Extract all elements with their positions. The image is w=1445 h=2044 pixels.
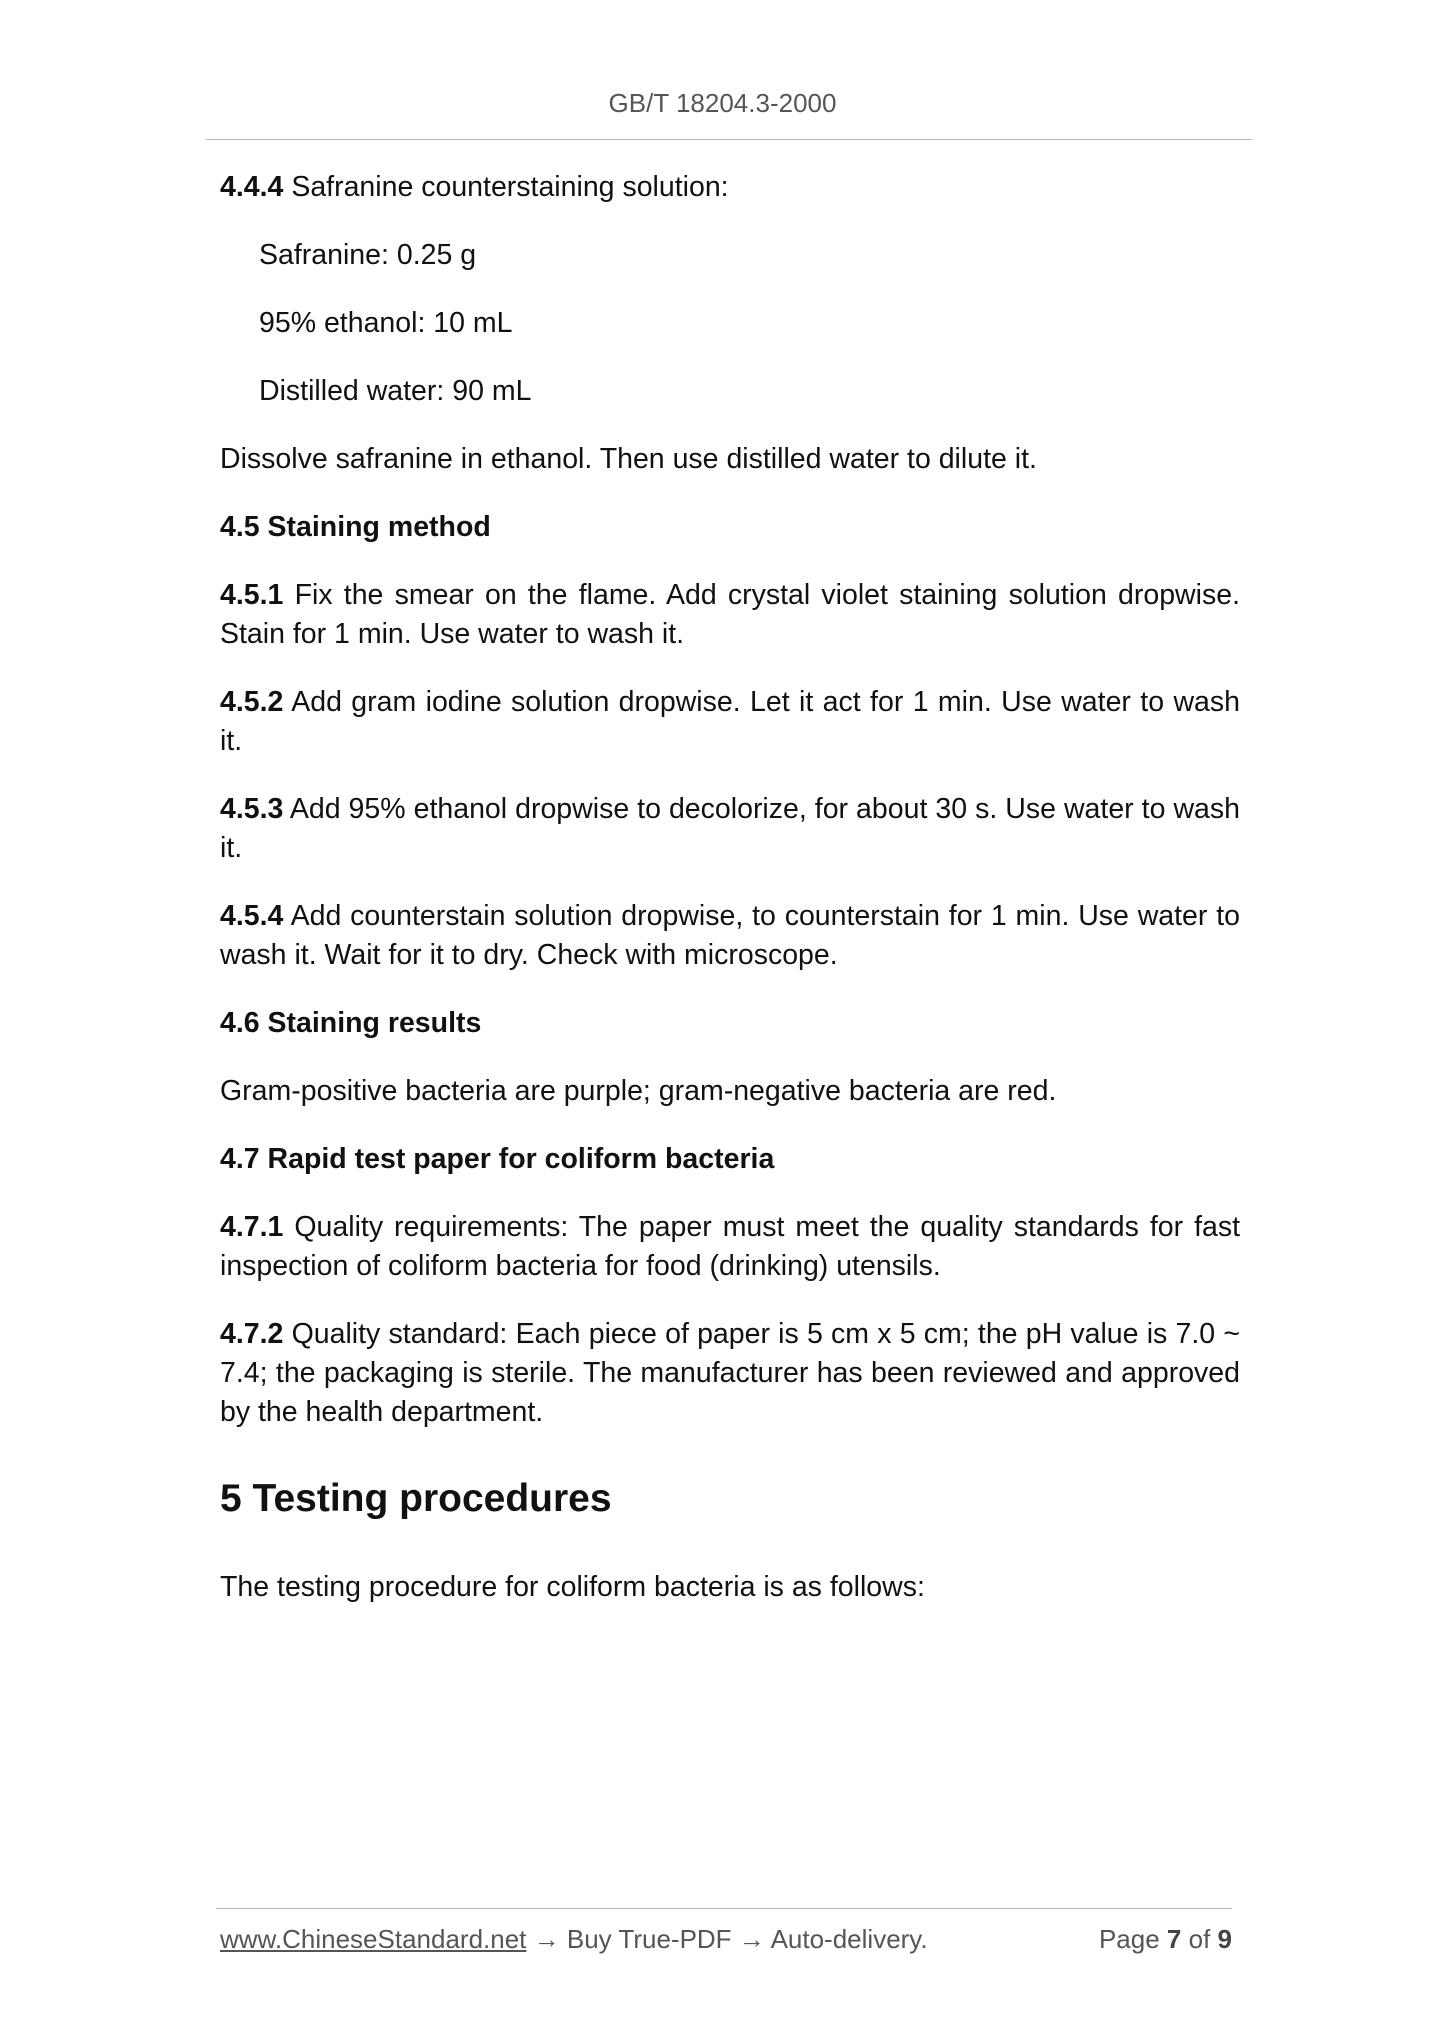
page-current: 7 [1166,1924,1182,1954]
clause-number: 4.7.1 [220,1211,284,1243]
clause-text: Fix the smear on the flame. Add crystal violet staining solution dropwise. Stain for 1 min. Use water to wash it. [220,579,1240,650]
clause-number: 4.5.2 [220,686,284,718]
section-heading-4-6: 4.6 Staining results [220,1007,482,1039]
ingredient-item: Safranine: 0.25 g [259,239,477,271]
clause-number: 4.5.4 [220,900,284,932]
footer-divider [216,1908,1232,1909]
clause-number: 4.5.1 [220,579,284,611]
ingredient-item: Distilled water: 90 mL [259,375,532,407]
clause-4-5-2 [220,683,1240,761]
clause-text: Add counterstain solution dropwise, to counterstain for 1 min. Use water to wash it. Wait for it to dry. Check with microscope. [220,900,1240,971]
section-heading-5: 5 Testing procedures [220,1477,612,1520]
document-header: GB/T 18204.3-2000 [608,88,837,118]
footer-promo [220,1924,928,1954]
clause-4-5-4 [220,897,1240,975]
footer-tagline: → Buy True-PDF → Auto-delivery. [526,1924,928,1954]
page-indicator [1099,1924,1232,1955]
clause-4-4-4 [220,168,1240,207]
document-body [220,168,1240,1636]
staining-results-text: Gram-positive bacteria are purple; gram-negative bacteria are red. [220,1075,1057,1107]
page-total: 9 [1217,1924,1232,1954]
clause-number: 4.5.3 [220,793,284,825]
page-label: Page [1098,1924,1160,1954]
clause-4-5-1 [220,576,1240,654]
clause-text: Quality standard: Each piece of paper is 5 cm x 5 cm; the pH value is 7.0 ~ 7.4; the packaging is sterile. The manufacturer has been reviewed and approved by the health department. [220,1318,1240,1428]
header-divider [206,139,1252,140]
ingredient-item: 95% ethanol: 10 mL [259,307,513,339]
website-link[interactable]: www.ChineseStandard.net [220,1924,527,1954]
clause-4-7-1 [220,1208,1240,1286]
clause-number: 4.4.4 [220,171,284,203]
clause-4-5-3 [220,790,1240,868]
clause-text: Add 95% ethanol dropwise to decolorize, for about 30 s. Use water to wash it. [220,793,1240,864]
clause-4-7-2 [220,1315,1240,1432]
clause-number: 4.7.2 [220,1318,284,1350]
clause-text: Safranine counterstaining solution: [291,171,729,203]
section-heading-4-5: 4.5 Staining method [220,511,491,543]
clause-note: Dissolve safranine in ethanol. Then use distilled water to dilute it. [220,443,1037,475]
section-heading-4-7: 4.7 Rapid test paper for coliform bacteria [220,1143,775,1175]
clause-text: Add gram iodine solution dropwise. Let it act for 1 min. Use water to wash it. [220,686,1240,757]
clause-text: Quality requirements: The paper must meet the quality standards for fast inspection of coliform bacteria for food (drinking) utensils. [220,1211,1241,1282]
testing-procedure-intro: The testing procedure for coliform bacteria is as follows: [220,1571,925,1603]
document-footer [220,1924,1232,1955]
of-label: of [1188,1924,1211,1954]
